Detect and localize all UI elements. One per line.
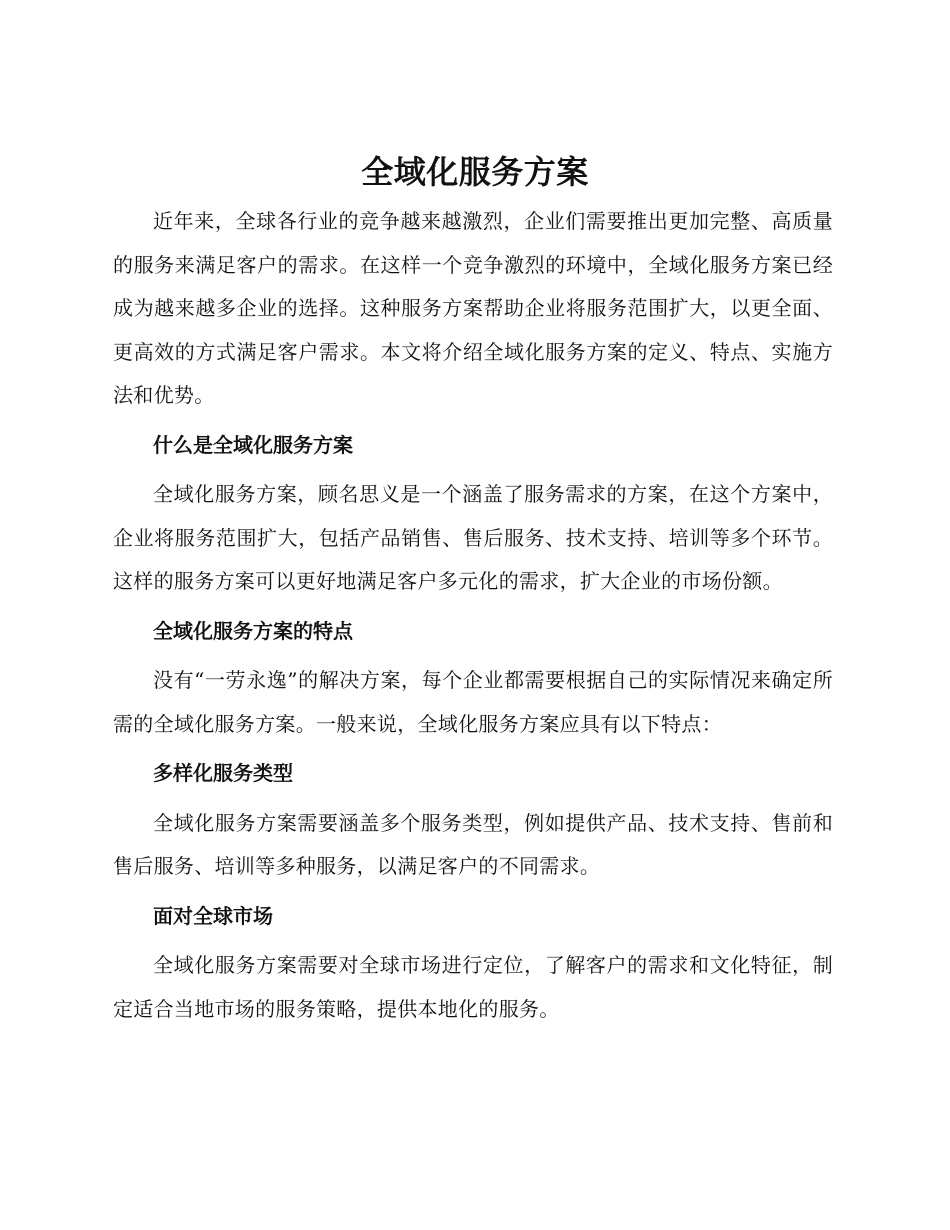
document-body [113, 200, 833, 1037]
subheading-diverse-services: 多样化服务类型 [153, 761, 293, 785]
features-paragraph: 没有“一劳永逸”的解决方案，每个企业都需要根据自己的实际情况来确定所需的全域化服务方案。一般来说，全域化服务方案应具有以下特点： [113, 668, 833, 736]
section-heading-definition: 什么是全域化服务方案 [153, 432, 353, 457]
global-market-paragraph: 全域化服务方案需要对全球市场进行定位，了解客户的需求和文化特征，制定适合当地市场的服务策略，提供本地化的服务。 [113, 953, 833, 1021]
section-heading-features: 全域化服务方案的特点 [153, 618, 353, 643]
diverse-services-paragraph: 全域化服务方案需要涵盖多个服务类型，例如提供产品、技术支持、售前和售后服务、培训等多种服务，以满足客户的不同需求。 [113, 810, 833, 878]
intro-paragraph: 近年来，全球各行业的竞争越来越激烈，企业们需要推出更加完整、高质量的服务来满足客户的需求。在这样一个竞争激烈的环境中，全域化服务方案已经成为越来越多企业的选择。这种服务方案帮助企业将服务范围扩大，以更全面、更高效的方式满足客户需求。本文将介绍全域化服务方案的定义、特点、实施方法和优势。 [113, 209, 833, 407]
document-title: 全域化服务方案 [361, 153, 589, 191]
definition-paragraph: 全域化服务方案，顾名思义是一个涵盖了服务需求的方案，在这个方案中，企业将服务范围扩大，包括产品销售、售后服务、技术支持、培训等多个环节。这样的服务方案可以更好地满足客户多元化的需求，扩大企业的市场份额。 [113, 482, 833, 593]
subheading-global-market: 面对全球市场 [153, 903, 273, 928]
